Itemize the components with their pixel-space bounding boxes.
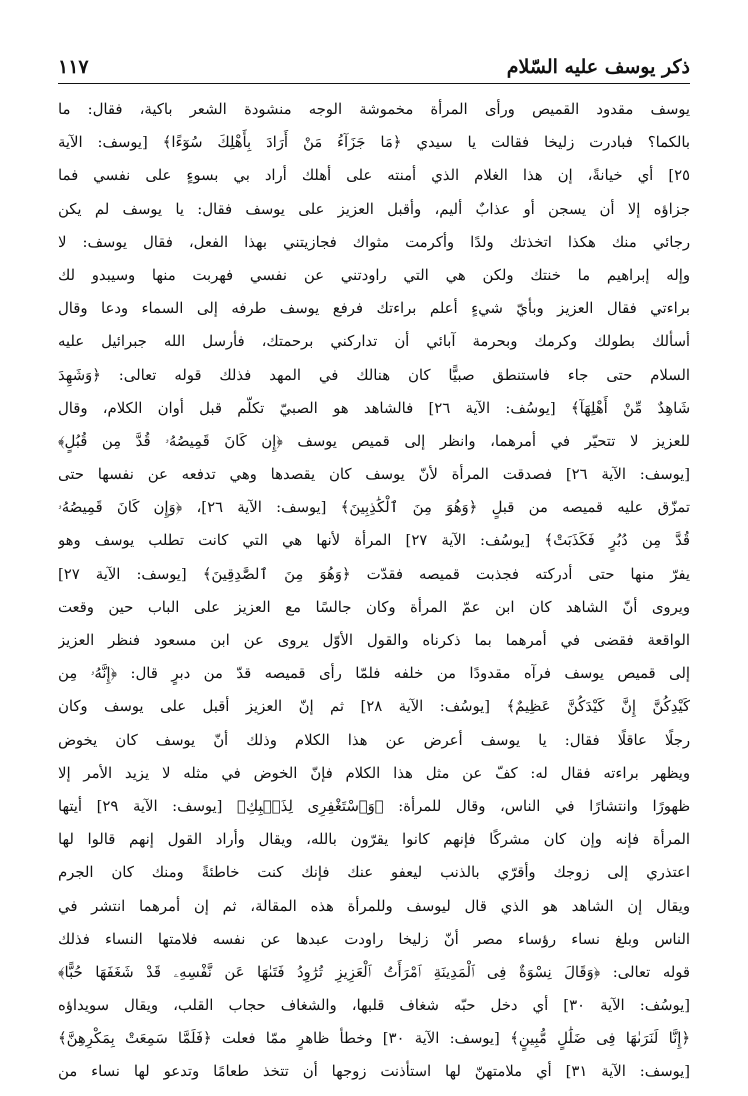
text-line: ويظهر براءته فقال له: كفّ عن مثل هذا الكلام فإنّ الخوض في مثله لا يزيد الأمر إلا: [58, 764, 690, 782]
text-line: ﴿إِنَّا لَنَرَىٰهَا فِى ضَلَٰلٍ مُّبِينٍ﴾ [يوسف: الآية ٣٠] وخطأ ظاهرٍ ممّا فعلت ﴿فَلَمَّا سَمِعَتْ بِمَكْرِهِنَّ﴾: [58, 1030, 690, 1048]
text-line: [يوسف: الآية ٣١] أي ملامتهنّ لها استأذنت زوجها أن تتخذ طعامًا وتدعو لها نساء من: [58, 1063, 690, 1081]
text-line: ويقال إن الشاهد هو الذي قال ليوسف وللمرأة هذه المقالة، ثم إن أمرهما انتشر في: [58, 897, 690, 915]
text-line: اعتذري إلى زوجك وأقرّي بالذنب ليعفو عنك فإنك كنت خاطئةً ومنك كان الجرم: [58, 864, 690, 882]
text-line: السلام حتى جاء فاستنطق صبيًّا كان هنالك في المهد فذلك قوله تعالى: ﴿وَشَهِدَ: [58, 366, 690, 384]
header-rule: [58, 83, 690, 84]
text-line: الناس وبلغ نساء رؤساء مصر أنّ زليخا راودت عبدها عن نفسه فلامتها النساء فذلك: [58, 930, 690, 948]
page-header: [58, 44, 690, 78]
text-line: أسألك بطولك وكرمك وبحرمة آبائي أن تداركني برحمتك، فأرسل الله جبرائيل عليه: [58, 333, 690, 351]
text-line: ٢٥] أي خيانةً، إن هذا الغلام الذي أمنته على أهلك أراد بي بسوءٍ على نفسي فما: [58, 167, 690, 185]
page-number: ١١٧: [58, 56, 89, 78]
text-line: بالكما؟ فبادرت زليخا فقالت يا سيدي ﴿مَا جَزَآءُ مَنْ أَرَادَ بِأَهْلِكَ سُوٓءًا﴾ [يوسف: الآية: [58, 134, 690, 152]
text-line: إلى قميص يوسف فرآه مقدودًا من خلفه فلمّا رأى قميصه قدّ من دبرٍ قال: ﴿إِنَّهُۥ مِن: [58, 665, 690, 683]
text-line: براءتي فقال العزيز وبأيّ شيءٍ أعلم براءتك فرفع يوسف طرفه إلى السماء ودعا وقال: [58, 300, 690, 318]
text-line: وإله إبراهيم ما خنتك ولكن هي التي راودتني عن نفسي فهربت منها وسيبدو لك: [58, 266, 690, 284]
body-text: [58, 93, 690, 1089]
text-line: قوله تعالى: ﴿وَقَالَ نِسْوَةٌ فِى ٱلْمَدِينَةِ ٱمْرَأَتُ ٱلْعَزِيزِ تُرَٰوِدُ فَتَىٰهَا عَن نَّفْسِهِۦ قَدْ شَغَفَهَا حُبًّا﴾: [58, 963, 690, 981]
text-line: جزاؤه إلا أن يسجن أو عذابٌ أليم، وأقبل العزيز على يوسف فقال: يا يوسف لم يكن: [58, 200, 690, 218]
text-line: شَاهِدٌ مِّنْ أَهْلِهَآ﴾ [يوسُف: الآية ٢٦] فالشاهد هو الصبيّ تكلّم قبل أوان الكلام، وقال: [58, 399, 690, 417]
text-line: كَيْدِكُنَّ إِنَّ كَيْدَكُنَّ عَظِيمٌ﴾ [يوسُف: الآية ٢٨] ثم إنّ العزيز أقبل على يوسف وكان: [58, 698, 690, 716]
text-line: رجائي منك هكذا اتخذتك ولدًا وأكرمت مثواك فجازيتني بهذا الفعل، فقال يوسف: لا: [58, 233, 690, 251]
text-line: قُدَّ مِن دُبُرٍ فَكَذَبَتْ﴾ [يوسُف: الآية ٢٧] المرأة لأنها هي التي كانت تطلب يوسف وهو: [58, 532, 690, 550]
text-line: يفرّ منها حتى أدركته فجذبت قميصه فقدّت ﴿وَهُوَ مِنَ ٱلصَّٰدِقِينَ﴾ [يوسف: الآية ٢٧]: [58, 565, 690, 583]
text-line: يوسف مقدود القميص ورأى المرأة مخموشة الوجه منشودة الشعر باكية، فقال: ما: [58, 101, 690, 118]
text-line: للعزيز لا تتحيّر في أمرهما، وانظر إلى قميص يوسف ﴿إِن كَانَ قَمِيصُهُۥ قُدَّ مِن قُبُلٍ﴾: [58, 432, 690, 450]
text-line: تمزّق عليه قميصه من قبلٍ ﴿وَهُوَ مِنَ ٱلْكَٰذِبِينَ﴾ [يوسف: الآية ٢٦]، ﴿وَإِن كَانَ قَمِيصُهُۥ: [58, 499, 690, 517]
text-line: ظهورًا وانتشارًا في الناس، وقال للمرأة: ﴿وَٱسْتَغْفِرِى لِذَنۢبِكِ﴾ [يوسف: الآية ٢٩] أيتها: [58, 797, 690, 815]
text-line: المرأة فإنه وإن كان مشركًا فإنهم كانوا يقرّون بالله، ويقال وأراد القول إنهم قالوا لها: [58, 831, 690, 849]
text-line: [يوسف: الآية ٢٦] فصدقت المرأة لأنّ يوسف كان يقصدها وهي تدفعه عن نفسها حتى: [58, 466, 690, 484]
text-line: ويروى أنّ الشاهد كان ابن عمّ المرأة وكان جالسًا مع العزيز على الباب حين وقعت: [58, 598, 690, 616]
text-line: الواقعة فقضى في أمرهما بما ذكرناه والقول الأوّل يروى عن ابن مسعود فنظر العزيز: [58, 632, 690, 649]
text-line: رجلًا عاقلًا فقال: يا يوسف أعرض عن هذا الكلام وذلك أنّ يوسف كان يخوض: [58, 731, 690, 749]
running-title: ذكر يوسف عليه السّلام: [506, 56, 690, 78]
text-line: [يوسُف: الآية ٣٠] أي دخل حبّه شغاف قلبها، والشغاف حجاب القلب، ويقال سويداؤه: [58, 997, 690, 1015]
